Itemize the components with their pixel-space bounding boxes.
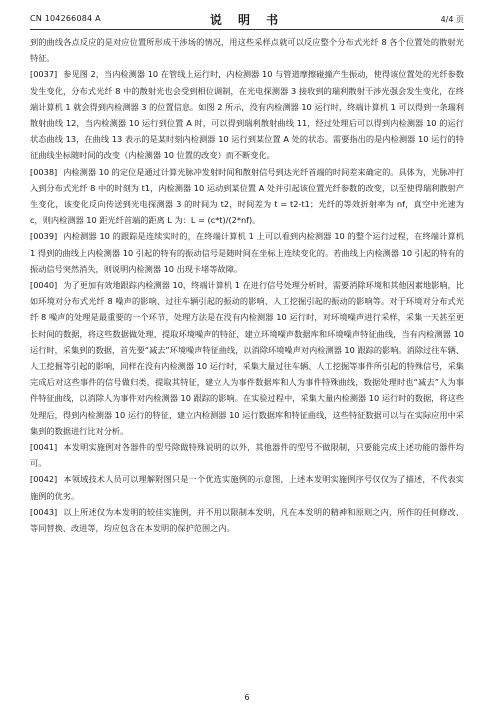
page-header (30, 10, 464, 28)
paragraph-continuation (30, 34, 464, 66)
paragraph-number: [0040] (30, 280, 58, 291)
document-title: 说 明 书 (209, 13, 285, 27)
page-number: 6 (244, 693, 250, 702)
paragraph-number: [0039] (30, 231, 58, 242)
paragraph-0039 (30, 228, 464, 277)
paragraph-text: 本发明实施例对各器件的型号除做特殊说明的以外，其他器件的型号不做限制，只要能完成上述功能的器件均可。 (30, 442, 464, 469)
paragraph-0038 (30, 164, 464, 229)
paragraph-text: 为了更加有效地跟踪内检测器 10，终端计算机 1 在进行信号处理分析时，需要消除环境和其他因素地影响，比如环境对分布式光纤 8 噪声的影响、过往车辆引起的振动的影响、人工挖掘引起的振动的影响等。对于环境对分布式光纤 8 噪声的处理是最重要的一个环节，处理方法是在没有内检测器 10 运行时，对环境噪声进行采样，采集一天甚至更长时间的数据，将这些数据做处理，提取环境噪声的特征，建立环境噪声数据库和环境噪声特征曲线，当有内检测器 10 运行时，采集到的数据，首先要“减去”环境噪声特征曲线，以消除环境噪声对内检测器 10 跟踪的影响。消除过往车辆、人工挖掘等引起的影响，同样在没有内检测器 10 运行时，采集大量过往车辆、人工挖掘等事件所引起的特殊信号，采集完成后对这些事件的信号做归类，提取其特征，建立人为事件数据库和人为事件特殊曲线，数据处理时也“减去”人为事件特征曲线，以消除人为事件对内检测器 10 跟踪的影响。在实验过程中，采集大量内检测器 10 运行时的数据，将这些处理后，得到内检测器 10 运行的特征，建立内检测器 10 运行数据库和特征曲线，这些特征数据可以与在实际应用中采集到的数据进行比对分析。 (30, 280, 464, 436)
paragraph-0041 (30, 439, 464, 471)
paragraph-0040 (30, 277, 464, 439)
paragraph-number: [0043] (30, 506, 58, 517)
paragraph-number: [0038] (30, 166, 58, 177)
paragraph-text: 本领域技术人员可以理解附图只是一个优选实施例的示意图，上述本发明实施例序号仅仅为了描述，不代表实施例的优劣。 (30, 474, 464, 501)
paragraph-number: [0037] (30, 69, 58, 80)
paragraph-0043 (30, 504, 464, 536)
page-footer (0, 693, 494, 702)
paragraph-text: 以上所述仅为本发明的较佳实施例，并不用以限制本发明，凡在本发明的精神和原则之内，所作的任何修改、等同替换、改进等，均应包含在本发明的保护范围之内。 (30, 506, 464, 534)
paragraph-text: 参见图 2，当内检测器 10 在管线上运行时，内检测器 10 与管道摩擦碰撞产生振动，使得该位置处的光纤参数发生变化，分布式光纤 8 中的散射光也会受到相位调制，在光电探测器 3 接收到的瑞利散射干涉光强会发生变化，在终端计算机 1 就会得到内检测器 3 的位置信息。如图 2 所示，没有内检测器 10 运行时，终端计算机 1 可以得到一条瑞利散射曲线 12，当内检测器 10 运行到位置 A 时，可以得到瑞利散射曲线 11，经过处理后可以得到内检测器 10 的运行状态曲线 13，在曲线 13 表示的是某时刻内检测器 10 运行到某位置 A 处的状态。需要指出的是内检测器 10 运行的特征曲线坐标随时间的改变（内检测器 10 位置的改变）而不断变化。 (30, 69, 464, 161)
page-ratio: 4/4 页 (440, 15, 464, 24)
document-body (30, 34, 464, 536)
paragraph-text: 内检测器 10 的跟踪是连续实时的，在终端计算机 1 上可以看到内检测器 10 的整个运行过程，在终端计算机 1 得到的曲线上内检测器 10 引起的特有的振动信号是随时间在坐标上连续变化的。若曲线上内检测器 10 引起的特有的振动信号突然消失，则说明内检测器 10 出现卡堵等故障。 (30, 231, 464, 274)
paragraph-number: [0042] (30, 474, 58, 485)
paragraph-number: [0041] (30, 442, 58, 453)
paragraph-text: 内检测器 10 的定位是通过计算光脉冲发射时间和散射信号到达光纤首端的时间差来确定的。具体为，光脉冲打入到分布式光纤 8 中的时刻为 t1，内检测器 10 运动到某位置 A 处并引起该位置光纤参数的改变，以至使得瑞利散射产生变化，该变化反向传送到光电探测器 3 的时间为 t2，时间差为 t = t2-t1；光纤的等效折射率为 nf，真空中光速为 c，则内检测器 10 距光纤首端的距离 L 为：L = (c*t)/(2*nf)。 (30, 166, 464, 226)
paragraph-text: 到的曲线各点反应的是对应位置所形成干涉场的情况，用这些采样点就可以反应整个分布式光纤 8 各个位置处的散射光特征。 (30, 37, 464, 64)
paragraph-0037 (30, 66, 464, 163)
header-divider (30, 29, 464, 30)
paragraph-0042 (30, 471, 464, 503)
patent-number: CN 104266084 A (30, 14, 101, 23)
